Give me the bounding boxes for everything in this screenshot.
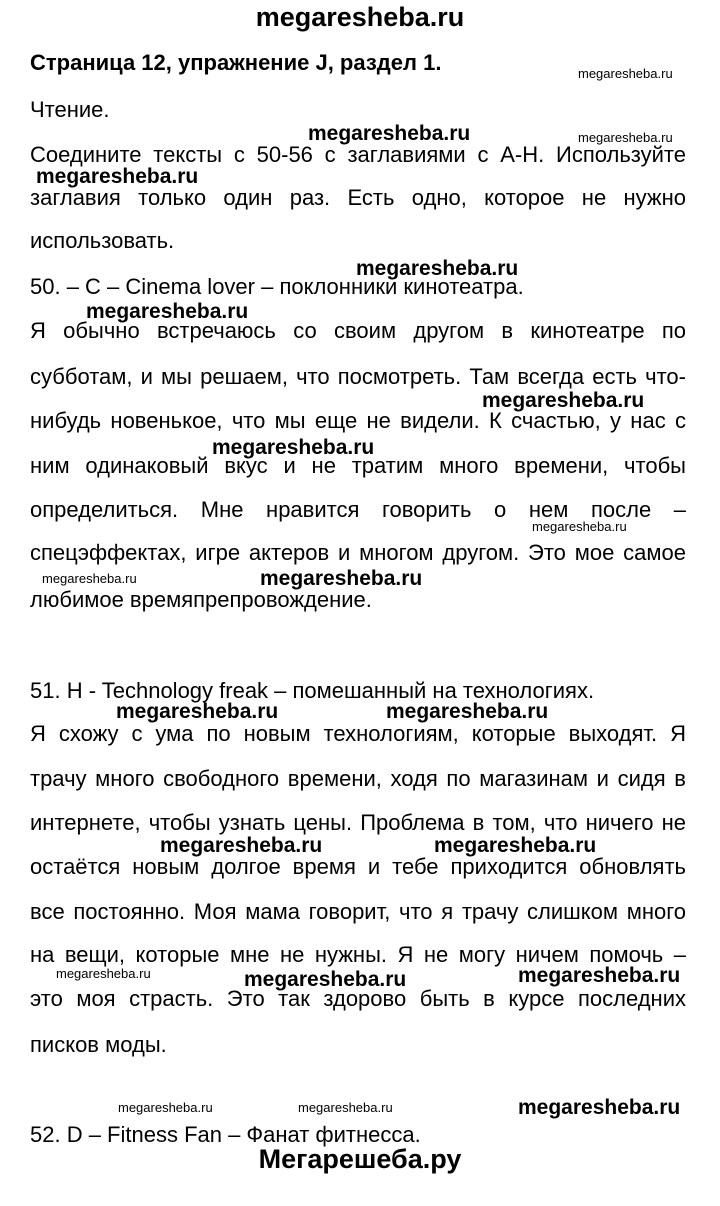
watermark: megaresheba.ru <box>518 1096 681 1119</box>
watermark: megaresheba.ru <box>386 700 549 723</box>
watermark: megaresheba.ru <box>434 834 597 857</box>
watermark: megaresheba.ru <box>260 567 423 590</box>
site-footer: Мегарешеба.ру <box>258 1144 462 1174</box>
watermark: megaresheba.ru <box>482 389 645 412</box>
site-header: megaresheba.ru <box>255 2 465 32</box>
watermark: megaresheba.ru <box>356 257 519 280</box>
watermark: megaresheba.ru <box>212 436 375 459</box>
item-51-line: это моя страсть. Это так здорово быть в курсе последних <box>30 986 686 1011</box>
item-51-line: остаётся новым долгое время и тебе приходится обновлять <box>30 854 686 879</box>
task-line-2: заглавия только один раз. Есть одно, которое не нужно <box>30 185 686 210</box>
watermark: megaresheba.ru <box>118 1100 213 1115</box>
item-50-line: определиться. Мне нравится говорить о нем после – <box>30 497 686 522</box>
task-line-3: использовать. <box>30 228 175 253</box>
item-51-line: Я схожу с ума по новым технологиям, которые выходят. Я <box>30 721 686 746</box>
watermark: megaresheba.ru <box>244 968 407 991</box>
item-50-line: Я обычно встречаюсь со своим другом в кинотеатре по <box>30 318 686 343</box>
section-label: Чтение. <box>30 97 110 122</box>
watermark: megaresheba.ru <box>86 300 249 323</box>
watermark: megaresheba.ru <box>518 964 681 987</box>
watermark: megaresheba.ru <box>308 122 471 145</box>
item-51-heading: 51. H - Technology freak – помешанный на технологиях. <box>30 678 595 703</box>
item-51-line: все постоянно. Моя мама говорит, что я трачу слишком много <box>30 899 686 924</box>
item-51-line: на вещи, которые мне не нужны. Я не могу ничем помочь – <box>30 942 686 967</box>
watermark: megaresheba.ru <box>160 834 323 857</box>
watermark: megaresheba.ru <box>578 66 673 81</box>
watermark: megaresheba.ru <box>298 1100 393 1115</box>
item-50-line: ним одинаковый вкус и не тратим много времени, чтобы <box>30 453 686 478</box>
item-50-heading: 50. – C – Cinema lover – поклонники кинотеатра. <box>30 274 524 299</box>
watermark: megaresheba.ru <box>578 130 673 145</box>
watermark: megaresheba.ru <box>56 966 151 981</box>
item-51-line: трачу много свободного времени, ходя по магазинам и сидя в <box>30 766 686 791</box>
item-50-line: спецэффектах, игре актеров и многом другом. Это мое самое <box>30 540 686 565</box>
page-title: Страница 12, упражнение J, раздел 1. <box>30 50 442 75</box>
task-line-1: Соедините тексты с 50-56 с заглавиями с A-H. Используйте <box>30 142 686 167</box>
item-51-line: интернете, чтобы узнать цены. Проблема в том, что ничего не <box>30 810 686 835</box>
watermark: megaresheba.ru <box>42 571 137 586</box>
item-50-line: любимое времяпрепровождение. <box>30 587 372 612</box>
watermark: megaresheba.ru <box>116 700 279 723</box>
watermark: megaresheba.ru <box>36 165 199 188</box>
item-50-line: субботам, и мы решаем, что посмотреть. Там всегда есть что- <box>30 364 686 389</box>
item-51-line: писков моды. <box>30 1032 167 1057</box>
item-50-line: нибудь новенькое, что мы еще не видели. К счастью, у нас с <box>30 408 686 433</box>
item-52-heading: 52. D – Fitness Fan – Фанат фитнесса. <box>30 1122 421 1147</box>
watermark: megaresheba.ru <box>532 519 627 534</box>
